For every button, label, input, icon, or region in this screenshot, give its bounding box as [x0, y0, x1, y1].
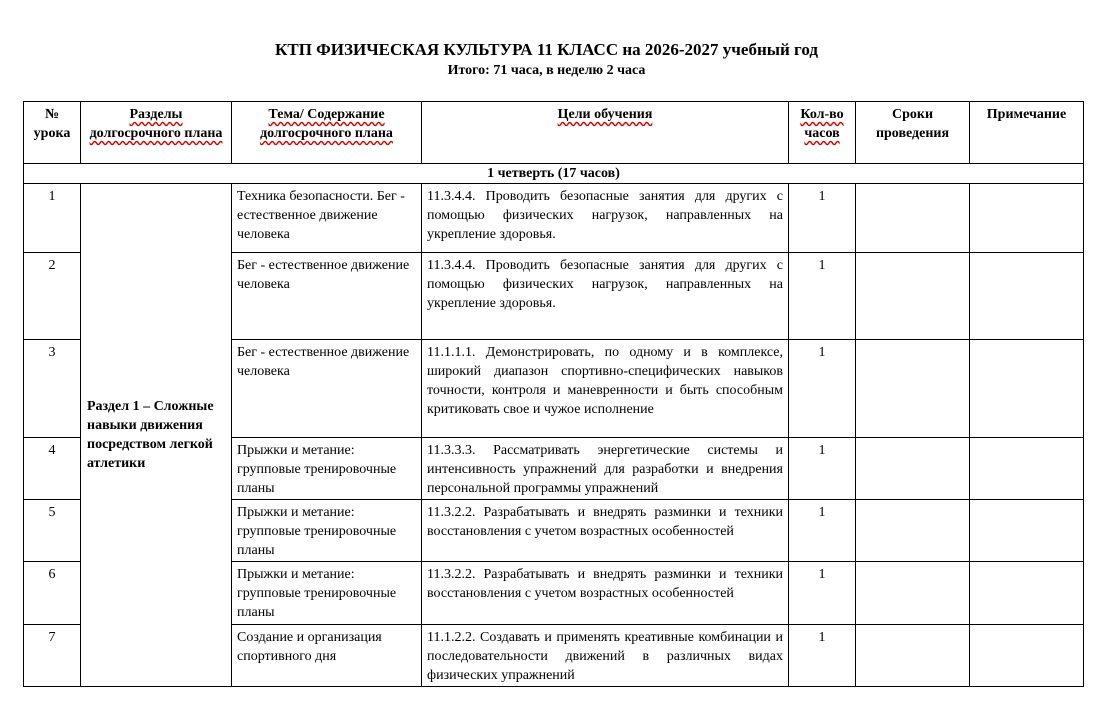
- header-num: № урока: [24, 102, 81, 164]
- lesson-hours: 1: [789, 253, 856, 340]
- lesson-goal: 11.3.2.2. Разрабатывать и внедрять разминки и техники восстановления с учетом возрастных особенностей: [422, 562, 789, 625]
- lesson-number: 3: [24, 340, 81, 438]
- lesson-number: 1: [24, 184, 81, 253]
- header-dates: Сроки проведения: [856, 102, 970, 164]
- lesson-hours: 1: [789, 500, 856, 562]
- header-hours: [789, 102, 856, 164]
- document-title: КТП ФИЗИЧЕСКАЯ КУЛЬТУРА 11 КЛАСС на 2026-2027 учебный год: [275, 40, 818, 59]
- lesson-hours: 1: [789, 438, 856, 500]
- lesson-number: 2: [24, 253, 81, 340]
- lesson-goal: 11.1.2.2. Создавать и применять креативные комбинации и последовательности движений в различных видах физических упражнений: [422, 625, 789, 687]
- lesson-number: 5: [24, 500, 81, 562]
- lesson-hours: 1: [789, 562, 856, 625]
- lesson-dates: [856, 184, 970, 253]
- lesson-hours: 1: [789, 340, 856, 438]
- lesson-dates: [856, 500, 970, 562]
- lesson-topic: Создание и организация спортивного дня: [232, 625, 422, 687]
- lesson-notes: [970, 438, 1084, 500]
- lesson-notes: [970, 184, 1084, 253]
- header-goals: [422, 102, 789, 164]
- lesson-topic: Бег - естественное движение человека: [232, 340, 422, 438]
- quarter-row: [24, 164, 1084, 184]
- lesson-number: 7: [24, 625, 81, 687]
- lesson-goal: 11.1.1.1. Демонстрировать, по одному и в комплексе, широкий диапазон спортивно-специфических навыков точности, контроля и маневренности и быть способным критиковать свое и чужое исполнение: [422, 340, 789, 438]
- lesson-goal: 11.3.4.4. Проводить безопасные занятия для других с помощью физических нагрузок, направленных на укрепление здоровья.: [422, 184, 789, 253]
- lesson-topic: Прыжки и метание: групповые тренировочные планы: [232, 562, 422, 625]
- lesson-dates: [856, 340, 970, 438]
- lesson-hours: 1: [789, 184, 856, 253]
- lesson-topic: Техника безопасности. Бег - естественное движение человека: [232, 184, 422, 253]
- lesson-notes: [970, 625, 1084, 687]
- lesson-goal: 11.3.4.4. Проводить безопасные занятия для других с помощью физических нагрузок, направленных на укрепление здоровья.: [422, 253, 789, 340]
- header-hours-label: Кол-во часов: [800, 107, 844, 141]
- quarter-label: 1 четверть (17 часов): [24, 164, 1084, 184]
- lesson-number: 4: [24, 438, 81, 500]
- lesson-dates: [856, 253, 970, 340]
- lesson-number: 6: [24, 562, 81, 625]
- lesson-topic: Прыжки и метание: групповые тренировочные планы: [232, 438, 422, 500]
- header-notes: Примечание: [970, 102, 1084, 164]
- ktp-table: [23, 101, 1084, 687]
- header-sections: [81, 102, 232, 164]
- lesson-dates: [856, 562, 970, 625]
- section-cell: Раздел 1 – Сложные навыки движения посредством легкой атлетики: [81, 184, 232, 687]
- lesson-hours: 1: [789, 625, 856, 687]
- lesson-topic: Бег - естественное движение человека: [232, 253, 422, 340]
- document-subtitle: Итого: 71 часа, в неделю 2 часа: [447, 63, 646, 78]
- table-header-row: [24, 102, 1084, 164]
- lesson-goal: 11.3.3.3. Рассматривать энергетические системы и интенсивность упражнений для разработки и внедрения персональной программы упражнений: [422, 438, 789, 500]
- lesson-dates: [856, 625, 970, 687]
- header-goals-label: Цели обучения: [557, 107, 653, 122]
- lesson-notes: [970, 340, 1084, 438]
- lesson-goal: 11.3.2.2. Разрабатывать и внедрять разминки и техники восстановления с учетом возрастных особенностей: [422, 500, 789, 562]
- lesson-notes: [970, 253, 1084, 340]
- lesson-notes: [970, 500, 1084, 562]
- header-sections-label: Разделы долгосрочного плана: [89, 107, 223, 141]
- lesson-notes: [970, 562, 1084, 625]
- header-topic: [232, 102, 422, 164]
- lesson-topic: Прыжки и метание: групповые тренировочные планы: [232, 500, 422, 562]
- lesson-dates: [856, 438, 970, 500]
- header-topic-label: Тема/ Содержание долгосрочного плана: [260, 107, 393, 141]
- table-row: [24, 184, 1084, 253]
